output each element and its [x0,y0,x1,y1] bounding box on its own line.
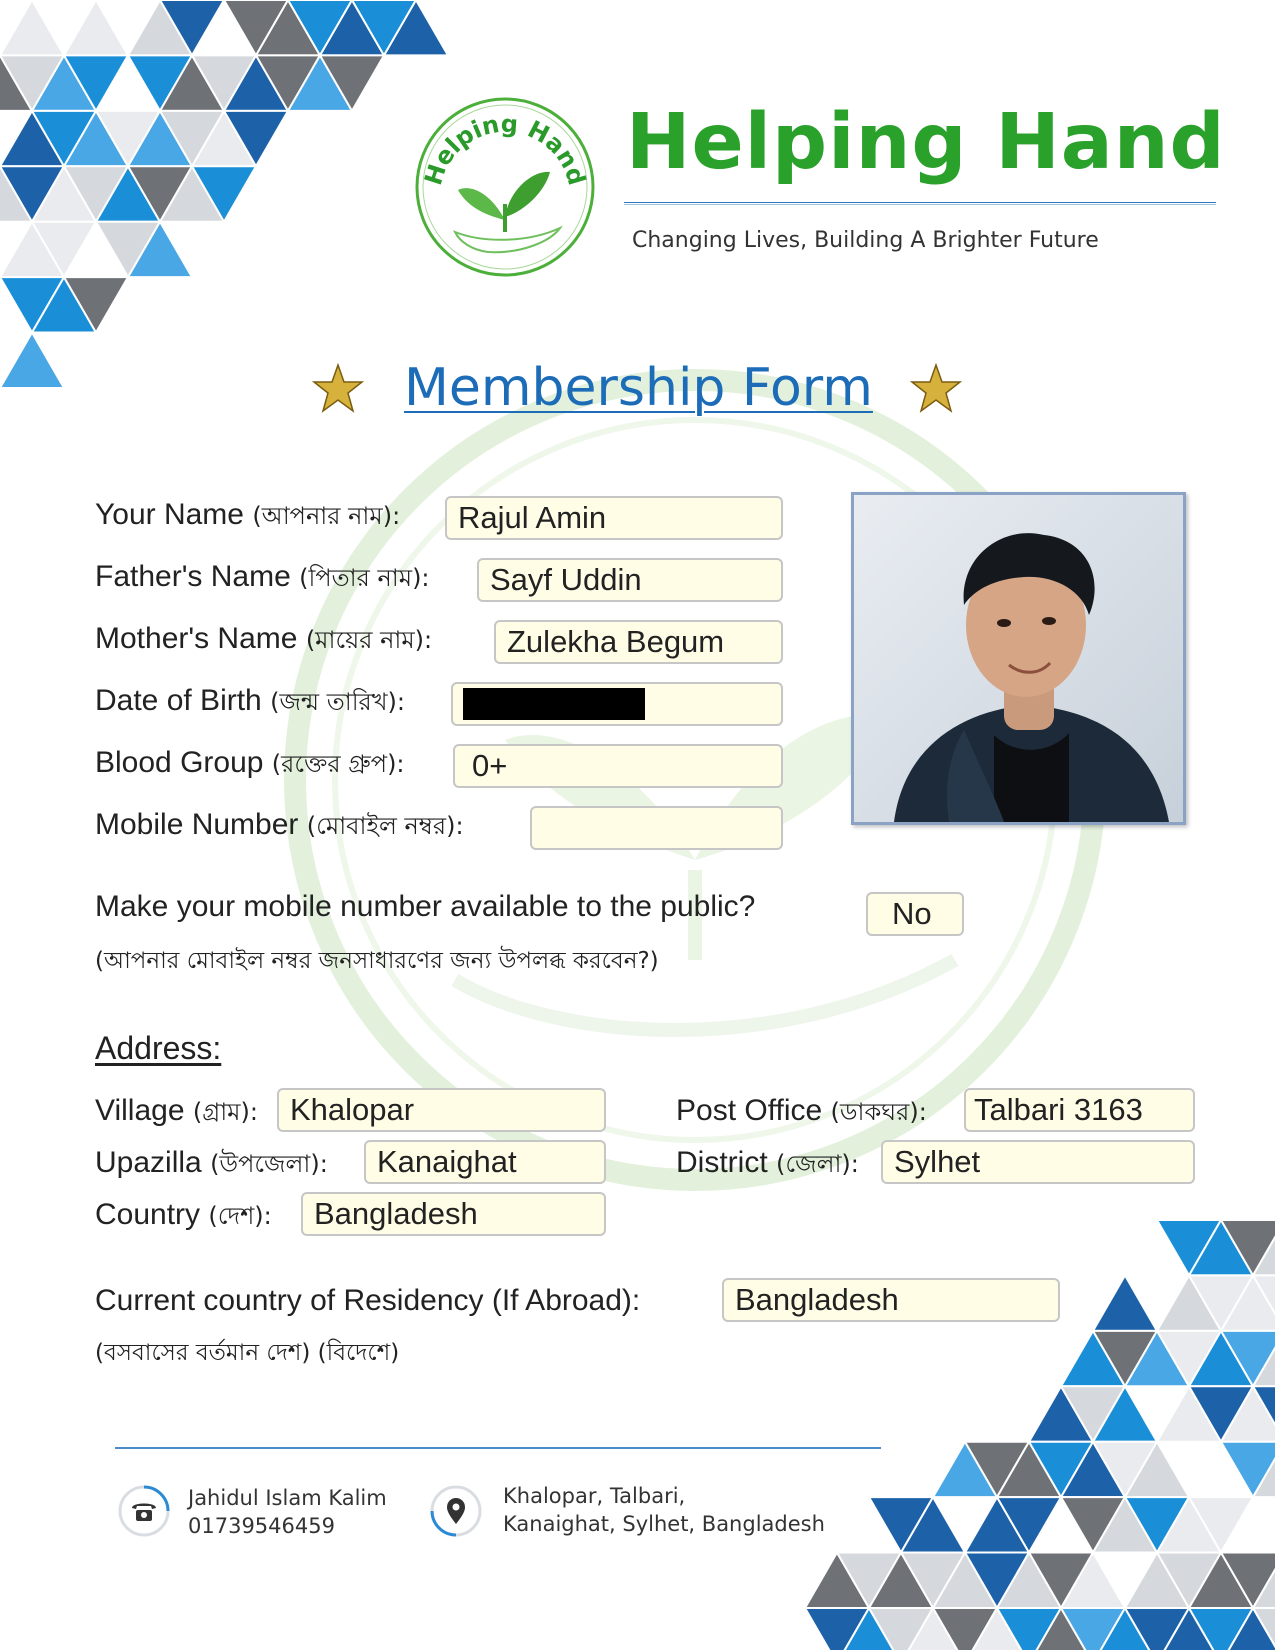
blood-group-label-bn: (রক্তের গ্রুপ): [271,750,405,778]
residency-label-bn: (বসবাসের বর্তমান দেশ) (বিদেশে) [95,1340,400,1366]
upazilla-label-bn: (উপজেলা): [210,1150,328,1178]
phone-icon [117,1484,171,1538]
country-label [95,1198,272,1238]
decorative-triangle [0,0,64,55]
public-mobile-question: Make your mobile number available to the public? [95,890,756,923]
public-mobile-question-bn: (আপনার মোবাইল নম্বর জনসাধারণের জন্য উপলব্ধ করবেন?) [95,948,659,974]
village-label [95,1094,258,1134]
your-name-field[interactable]: Rajul Amin [445,496,783,540]
country-label-bn: (দেশ): [208,1202,272,1230]
residency-label: Current country of Residency (If Abroad): [95,1284,641,1317]
public-mobile-field[interactable]: No [866,892,964,936]
post-office-label-en: Post Office [676,1094,823,1127]
post-office-label [676,1094,927,1134]
helping-hand-logo [410,92,600,282]
footer-contact [188,1484,387,1540]
contact-phone: 01739546459 [188,1514,335,1538]
country-label-en: Country [95,1198,201,1231]
contact-name: Jahidul Islam Kalim [188,1486,387,1510]
logo-ring-text: Helping Hand [419,109,591,189]
blood-group-field[interactable]: 0+ [453,744,783,788]
residency-field[interactable]: Bangladesh [722,1278,1060,1322]
footer-divider [115,1447,881,1449]
address-line-1: Khalopar, Talbari, [503,1484,686,1508]
mobile-number-label [95,808,464,848]
organization-tagline: Changing Lives, Building A Brighter Future [632,228,1099,253]
mobile-number-field[interactable] [530,806,783,850]
your-name-label-en: Your Name [95,498,244,531]
village-label-en: Village [95,1094,185,1127]
fathers-name-label-en: Father's Name [95,560,291,593]
mothers-name-label [95,622,432,662]
mothers-name-label-en: Mother's Name [95,622,298,655]
district-label-bn: (জেলা): [776,1150,859,1178]
decorative-triangle [0,333,64,388]
upazilla-field[interactable]: Kanaighat [364,1140,606,1184]
date-of-birth-label-en: Date of Birth [95,684,262,717]
redaction-block [463,688,645,720]
upazilla-label-en: Upazilla [95,1146,202,1179]
header-divider [624,202,1216,205]
your-name-label-bn: (আপনার নাম): [252,502,401,530]
address-line-2: Kanaighat, Sylhet, Bangladesh [503,1512,825,1536]
decorative-triangle [64,0,128,55]
form-title: Membership Form [404,358,873,418]
fathers-name-label [95,560,430,600]
decorative-triangle [1093,1275,1157,1330]
address-heading: Address: [95,1030,222,1066]
country-field[interactable]: Bangladesh [301,1192,606,1236]
mobile-number-label-bn: (মোবাইল নম্বর): [306,812,464,840]
fathers-name-field[interactable]: Sayf Uddin [477,558,783,602]
district-field[interactable]: Sylhet [881,1140,1195,1184]
blood-group-label [95,746,405,786]
upazilla-label [95,1146,328,1186]
date-of-birth-label [95,684,405,724]
post-office-label-bn: (ডাকঘর): [830,1098,927,1126]
district-label-en: District [676,1146,768,1179]
mobile-number-label-en: Mobile Number [95,808,299,841]
post-office-field[interactable]: Talbari 3163 [964,1088,1195,1132]
location-pin-icon [429,1484,483,1538]
member-photo-image [854,495,1183,822]
member-photo [851,492,1186,825]
your-name-label [95,498,400,538]
footer-address [503,1482,825,1538]
district-label [676,1146,859,1186]
date-of-birth-field[interactable] [451,682,783,726]
village-label-bn: (গ্রাম): [192,1098,258,1126]
organization-name: Helping Hand [626,98,1226,187]
village-field[interactable]: Khalopar [277,1088,606,1132]
mothers-name-field[interactable]: Zulekha Begum [494,620,783,664]
blood-group-label-en: Blood Group [95,746,264,779]
fathers-name-label-bn: (পিতার নাম): [299,564,430,592]
mothers-name-label-bn: (মায়ের নাম): [305,626,433,654]
date-of-birth-label-bn: (জন্ম তারিখ): [270,688,405,716]
star-icon [312,363,364,415]
star-icon [910,363,962,415]
